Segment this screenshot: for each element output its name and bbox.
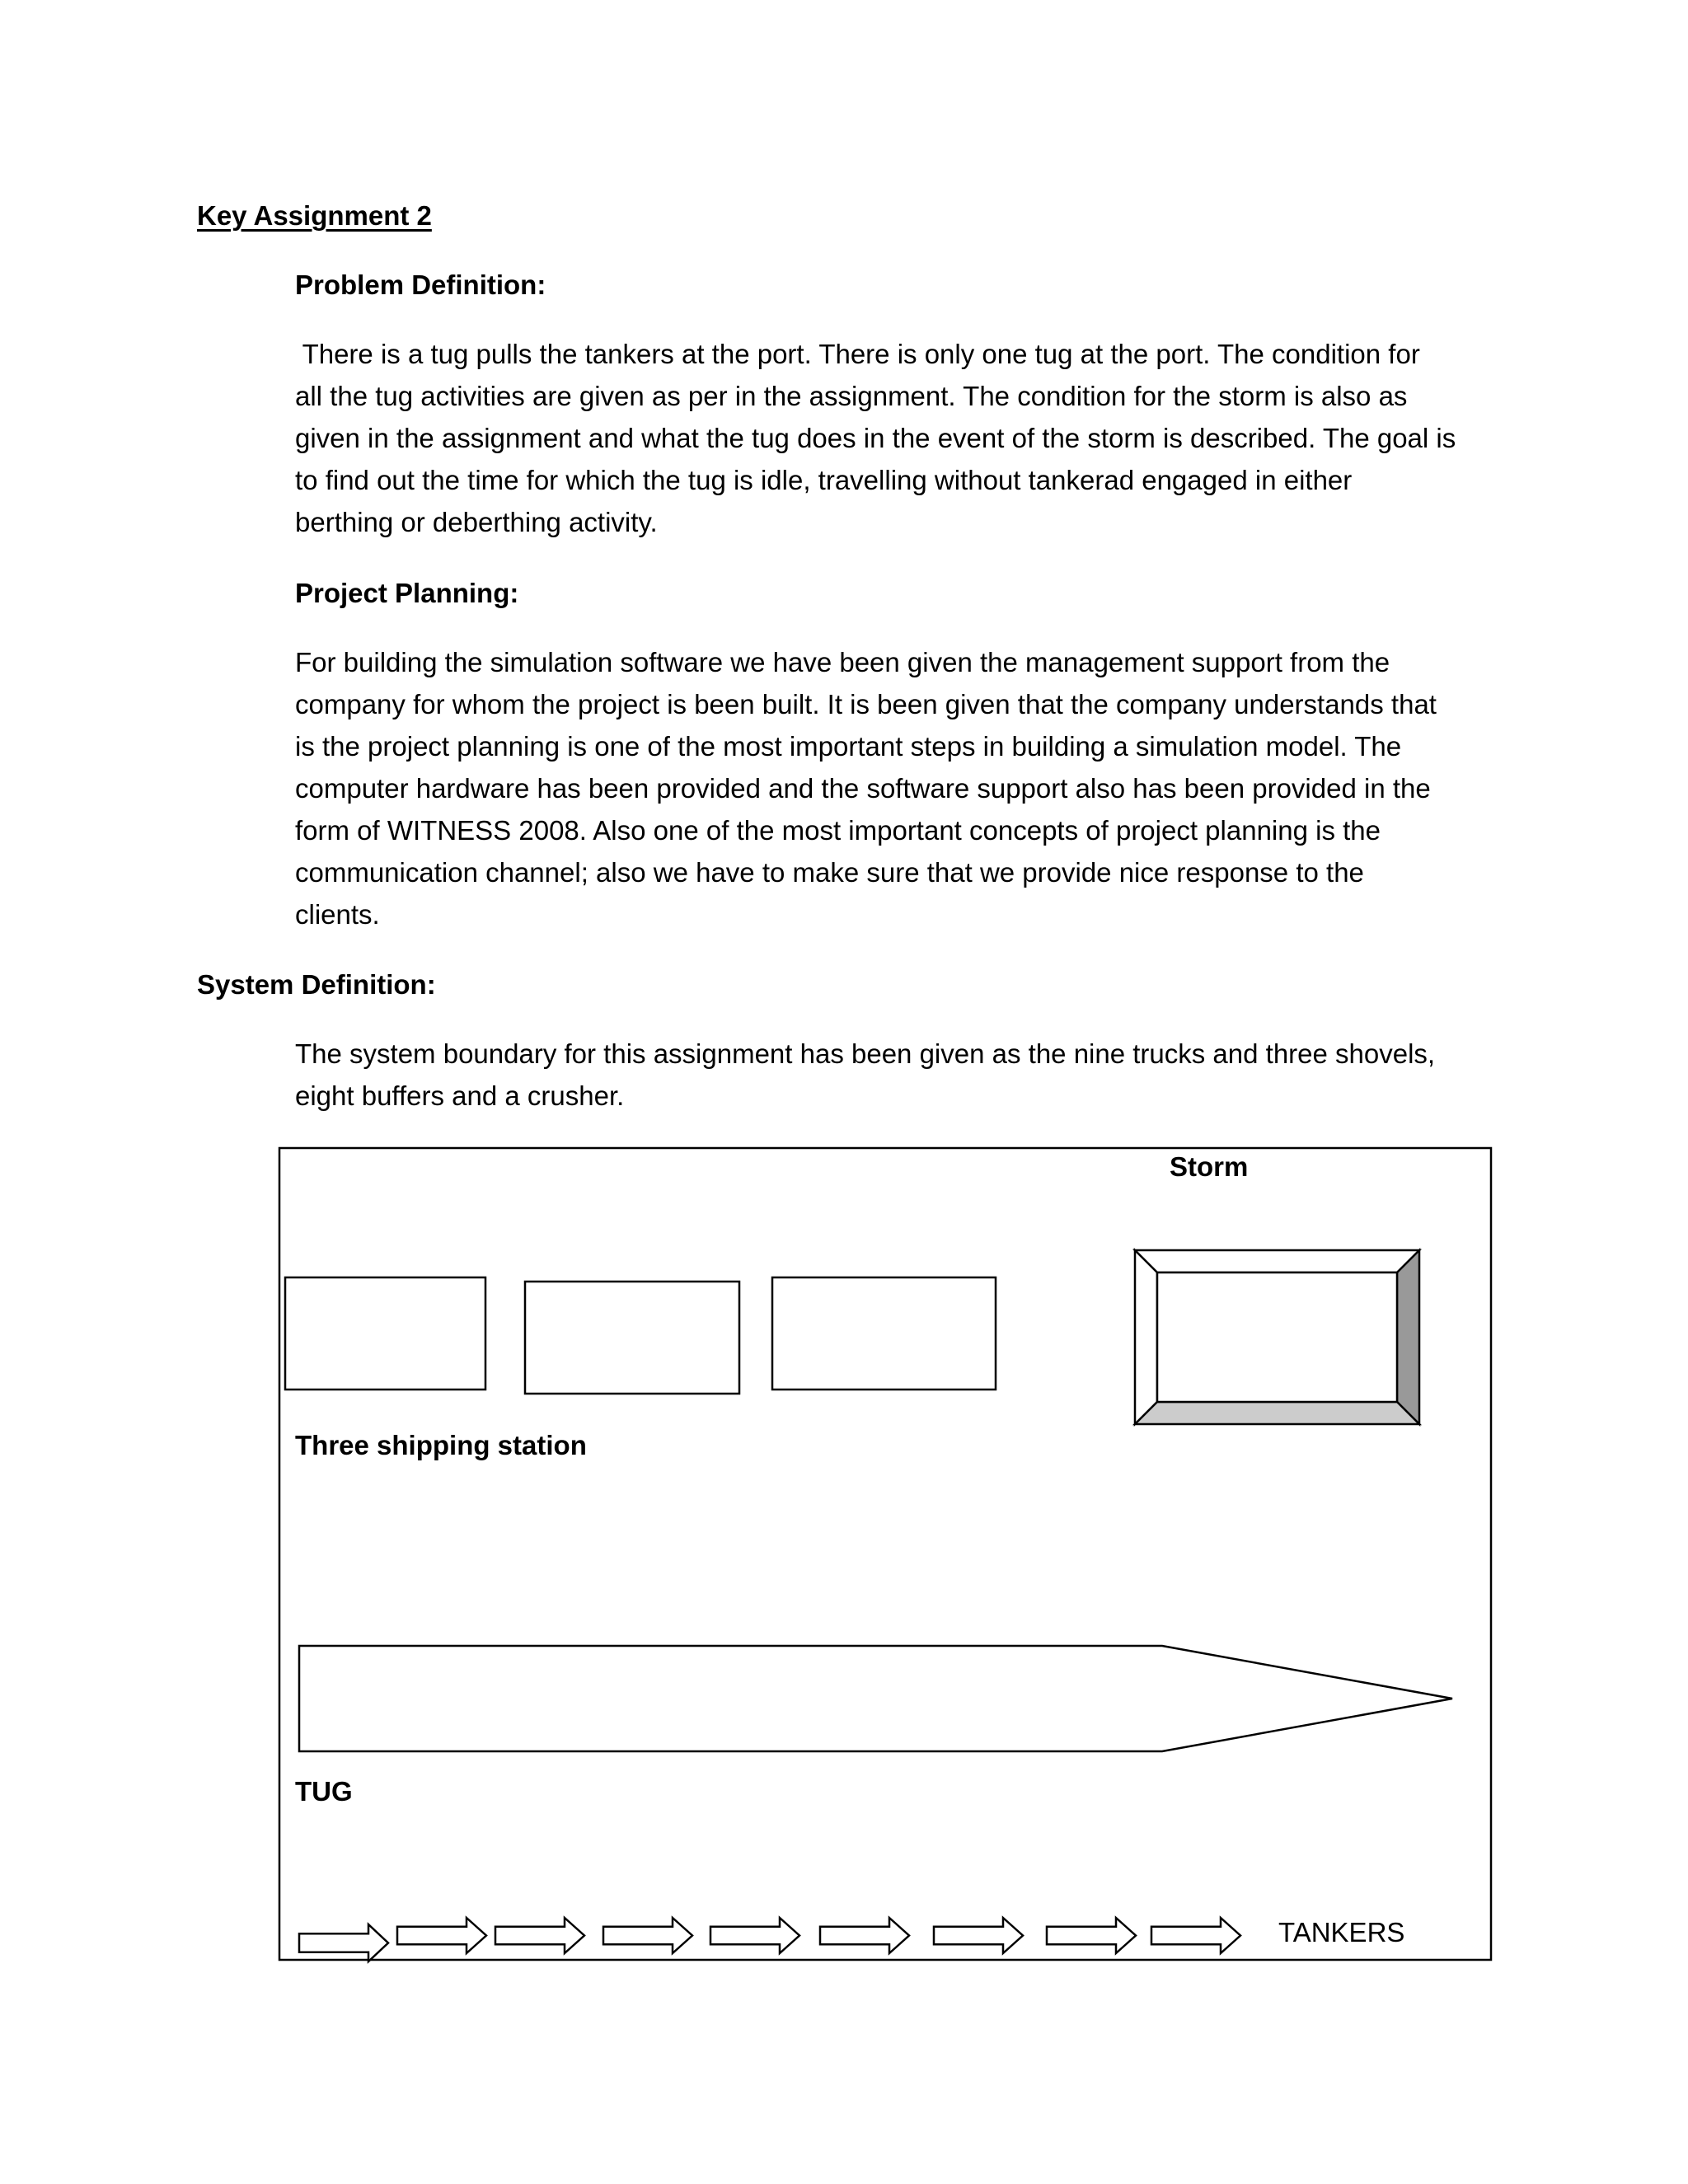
storm-bevel-face bbox=[1157, 1272, 1397, 1402]
tankers-label: TANKERS bbox=[1278, 1917, 1405, 1947]
storm-bevel-right bbox=[1397, 1250, 1419, 1424]
paragraph-line: clients. bbox=[295, 899, 380, 930]
paragraph-line: company for whom the project is been built. It is been given that the company understands that bbox=[295, 689, 1437, 719]
tug-label: TUG bbox=[295, 1776, 353, 1807]
paragraph-line: For building the simulation software we have been given the management support from the bbox=[295, 647, 1390, 677]
storm-bevel-shape bbox=[1135, 1250, 1419, 1424]
shipping-station-1 bbox=[285, 1277, 485, 1390]
paragraph-line: communication channel; also we have to make sure that we provide nice response to the bbox=[295, 857, 1364, 888]
paragraph-line: form of WITNESS 2008. Also one of the most important concepts of project planning is the bbox=[295, 815, 1381, 846]
paragraph-line: given in the assignment and what the tug does in the event of the storm is described. The goal is bbox=[295, 423, 1456, 453]
shipping-station-2 bbox=[525, 1282, 739, 1394]
paragraph-line: berthing or deberthing activity. bbox=[295, 507, 658, 537]
stations-label: Three shipping station bbox=[295, 1430, 587, 1460]
paragraph-line: all the tug activities are given as per in the assignment. The condition for the storm is also as bbox=[295, 381, 1408, 411]
paragraph-line: to find out the time for which the tug is idle, travelling without tankerad engaged in either bbox=[295, 465, 1353, 495]
paragraph-line: There is a tug pulls the tankers at the port. There is only one tug at the port. The condition for bbox=[295, 339, 1420, 369]
shipping-station-3 bbox=[772, 1277, 996, 1390]
problem-definition-heading: Problem Definition: bbox=[295, 269, 546, 300]
storm-label: Storm bbox=[1170, 1151, 1249, 1182]
project-planning-heading: Project Planning: bbox=[295, 578, 519, 608]
system-definition-heading: System Definition: bbox=[197, 969, 436, 1000]
storm-bevel-bottom bbox=[1135, 1402, 1419, 1424]
paragraph-line: computer hardware has been provided and the software support also has been provided in the bbox=[295, 773, 1431, 804]
paragraph-line: is the project planning is one of the most important steps in building a simulation model. The bbox=[295, 731, 1402, 762]
storm-bevel-left bbox=[1135, 1250, 1157, 1424]
document-title: Key Assignment 2 bbox=[197, 200, 432, 231]
storm-bevel-top bbox=[1135, 1250, 1419, 1272]
paragraph-line: eight buffers and a crusher. bbox=[295, 1080, 625, 1111]
paragraph-line: The system boundary for this assignment has been given as the nine trucks and three shovels, bbox=[295, 1038, 1436, 1069]
